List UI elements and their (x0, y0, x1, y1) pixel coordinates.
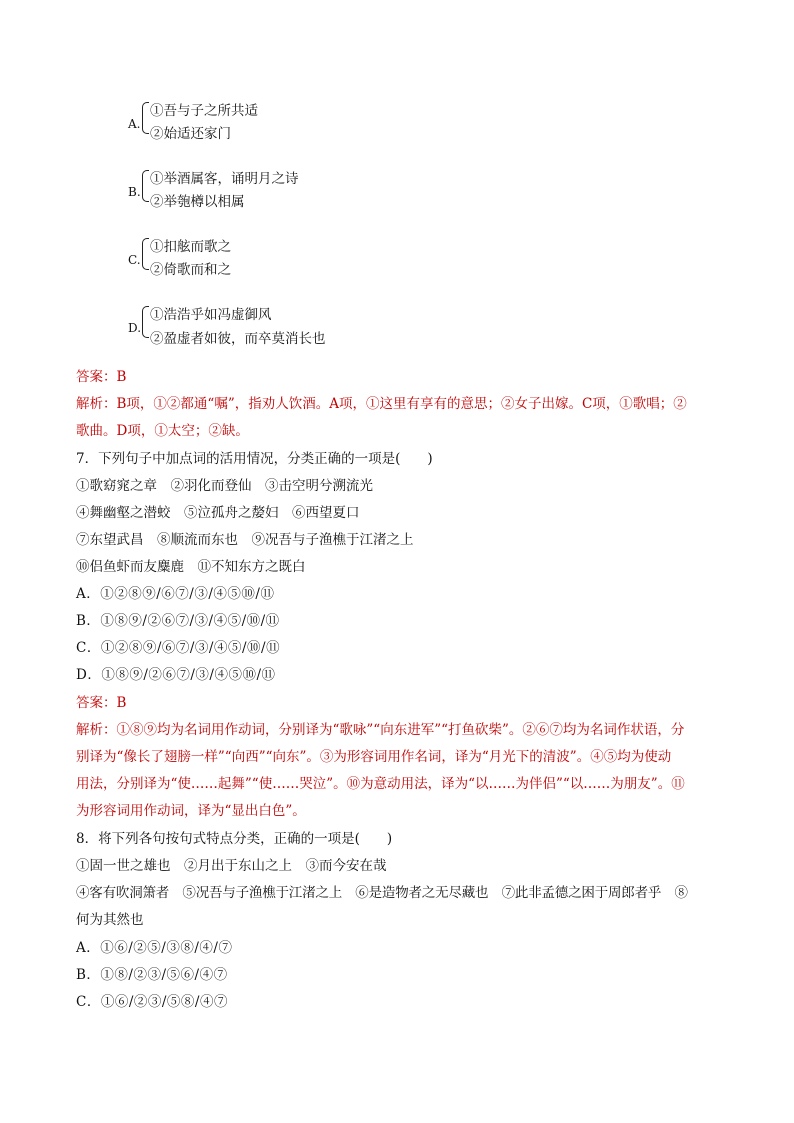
option-line-2: ②举匏樽以相属 (150, 194, 245, 210)
option-letter: A. (128, 117, 141, 131)
q7-analysis-line-1: 解析：①⑧⑨均为名词用作动词，分别译为“歌咏”“向东进军”“打鱼砍柴”。②⑥⑦均为名词作状语，分 (76, 722, 685, 738)
q8-items-line-3: 何为其然也 (76, 912, 144, 928)
q7-items-line-3: ⑦东望武昌 ⑧顺流而东也 ⑨况吾与子渔樵于江渚之上 (76, 532, 414, 548)
option-line-2: ②倚歌而和之 (150, 262, 231, 278)
q6-analysis-line-2: 歌曲。D项，①太空；②缺。 (76, 423, 249, 439)
q7-choice-d: D．①⑧⑨/②⑥⑦/③/④⑤⑩/⑪ (76, 667, 276, 683)
q7-items-line-2: ④舞幽壑之潜蛟 ⑤泣孤舟之嫠妇 ⑥西望夏口 (76, 505, 360, 521)
q6-analysis-line-1: 解析：B项，①②都通“嘱”，指劝人饮酒。A项，①这里有享有的意思；②女子出嫁。C项，①歌唱；② (76, 396, 687, 412)
q7-choice-c: C．①②⑧⑨/⑥⑦/③/④⑤/⑩/⑪ (76, 640, 281, 656)
brace (142, 306, 149, 338)
q7-items-line-1: ①歌窈窕之章 ②羽化而登仙 ③击空明兮溯流光 (76, 478, 373, 494)
q7-answer: 答案：B (76, 695, 127, 711)
q8-stem: 8．将下列各句按句式特点分类，正确的一项是( ) (76, 831, 393, 847)
q7-analysis-line-2: 别译为“像长了翅膀一样”“向西”“向东”。③为形容词用作名词，译为“月光下的清波”。④⑤均为使动 (76, 749, 672, 765)
brace (142, 102, 149, 134)
option-letter: C. (128, 253, 141, 267)
q7-analysis-line-3: 用法，分别译为“使……起舞”“使……哭泣”。⑩为意动用法，译为“以……为伴侣”“以……为朋友”。⑪ (76, 776, 685, 792)
option-line-1: ①扣舷而歌之 (150, 239, 231, 255)
brace (142, 238, 149, 270)
q8-items-line-1: ①固一世之雄也 ②月出于东山之上 ③而今安在哉 (76, 858, 387, 874)
option-line-1: ①吾与子之所共适 (150, 103, 258, 119)
q7-stem: 7．下列句子中加点词的活用情况，分类正确的一项是( ) (76, 451, 433, 467)
q8-choice-a: A．①⑥/②⑤/③⑧/④/⑦ (76, 940, 233, 956)
option-line-2: ②始适还家门 (150, 126, 231, 142)
option-line-1: ①举酒属客，诵明月之诗 (150, 171, 299, 187)
option-letter: D. (128, 321, 142, 335)
option-line-1: ①浩浩乎如冯虚御风 (150, 307, 272, 323)
q8-choice-c: C．①⑥/②③/⑤⑧/④⑦ (76, 994, 228, 1010)
q8-items-line-2: ④客有吹洞箫者 ⑤况吾与子渔樵于江渚之上 ⑥是造物者之无尽藏也 ⑦此非孟德之困于周郎者乎 ⑧ (76, 885, 688, 901)
q8-choice-b: B．①⑧/②③/⑤⑥/④⑦ (76, 967, 228, 983)
q6-answer: 答案：B (76, 369, 127, 385)
option-letter: B. (128, 185, 141, 199)
option-line-2: ②盈虚者如彼，而卒莫消长也 (150, 331, 326, 347)
q7-choice-a: A．①②⑧⑨/⑥⑦/③/④⑤⑩/⑪ (76, 586, 275, 602)
brace (142, 170, 149, 202)
q7-analysis-line-4: 为形容词用作动词，译为“显出白色”。 (76, 803, 306, 819)
q7-choice-b: B．①⑧⑨/②⑥⑦/③/④⑤/⑩/⑪ (76, 613, 280, 629)
q7-items-line-4: ⑩侣鱼虾而友麋鹿 ⑪不知东方之既白 (76, 559, 306, 575)
